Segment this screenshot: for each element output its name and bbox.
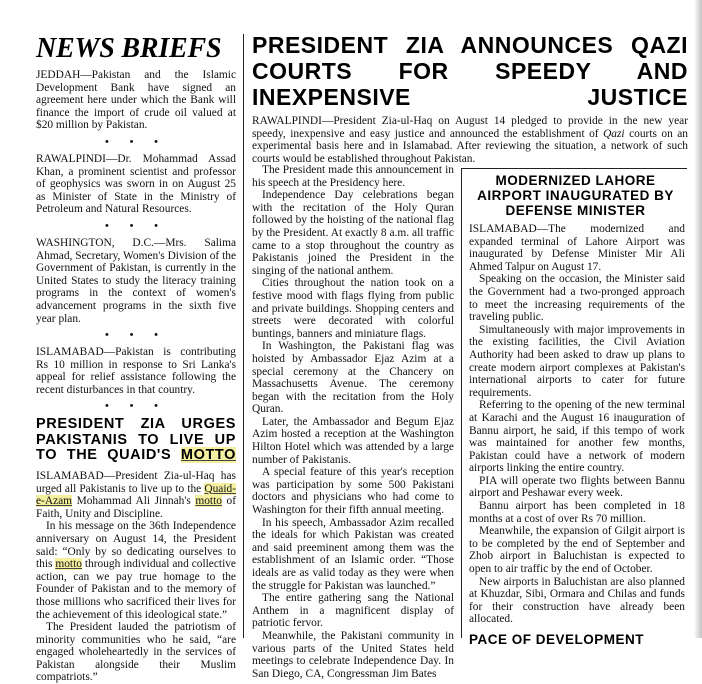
highlighted-quaid: Quaid-e-Azam (36, 482, 236, 508)
airport-paragraph: Simultaneously with major improvements in the existing facilities, the Civil Aviation Authority had been asked to draw up plans to create modern airport complexes at Pakistan's international airports to cater for future requirements. (469, 323, 685, 399)
main-paragraph: In his speech, Ambassador Azim recalled the ideals for which Pakistan was created and said preeminent among them was the establishment of an Islamic order. “Those ideals are as valid today as they were when the struggle for Pakistan was launched.” (252, 516, 454, 592)
main-article-headline: PRESIDENT ZIA ANNOUNCES QAZI COURTS FOR SPEEDY AND INEXPENSIVE JUSTICE (252, 32, 688, 110)
airport-article-headline: MODERNIZED LAHORE AIRPORT INAUGURATED BY DEFENSE MINISTER (477, 173, 674, 218)
text-span: RAWALPINDI—President Zia-ul-Haq on August 14 pledged to provide in the new year speedy, inexpensive and easy justice and announced the establishment of (252, 115, 688, 140)
main-paragraph: Later, the Ambassador and Begum Ejaz Azim hosted a reception at the Washington Hilton Hotel which was attended by a large number of Pakistanis. (252, 415, 454, 466)
highlighted-motto-word: motto (195, 495, 222, 508)
text-span: In his message on the 36th Independence anniversary on August 14, the President said: “Only by so dedicating ourselves to this (36, 520, 236, 571)
airport-paragraph: Meanwhile, the expansion of Gilgit airport is to be completed by the end of September and Zhob airport in Baluchistan is expected to open to air traffic by the end of October. (469, 525, 685, 576)
main-paragraph: The President made this announcement in his speech at the Presidency here. (252, 164, 454, 189)
main-paragraph: A special feature of this year's reception was participation by some 500 Pakistani doctors and physicians who had come to Washington for their fifth annual meeting. (252, 466, 454, 517)
next-article-headline: PACE OF DEVELOPMENT (469, 632, 645, 647)
page-edge-shadow (694, 0, 702, 638)
column-divider (243, 34, 244, 638)
brief-item: WASHINGTON, D.C.—Mrs. Salima Ahmad, Secretary, Women's Division of the Government of Pakistan, is currently in the United States to study the literacy training programs in the context of women's advancement programs in the sixth five year plan. (36, 236, 236, 325)
airport-paragraph: New airports in Baluchistan are also planned at Khuzdar, Sibi, Ormara and Chilas and funds for their construction have already been allocated. (469, 575, 685, 626)
motto-paragraph: The President lauded the patriotism of minority communities who he said, “are engaged wholeheartedly in the services of Pakistan alongside their Muslim compatriots.” (36, 621, 236, 684)
brief-separator: • • • (104, 135, 168, 148)
brief-item: JEDDAH—Pakistan and the Islamic Development Bank have signed an agreement here under which the Bank will finance the import of crude oil valued at $20 million by Pakistan. (36, 69, 236, 132)
highlighted-motto: MOTTO (180, 447, 236, 464)
motto-headline-text: PRESIDENT ZIA URGES PAKISTANIS TO LIVE UP TO THE QUAID'S (36, 416, 236, 464)
main-article-column (252, 164, 454, 680)
motto-paragraph (36, 520, 236, 621)
main-article-lead (252, 115, 688, 165)
news-briefs-title: NEWS BRIEFS (36, 33, 222, 64)
motto-article-headline (36, 417, 236, 464)
text-span: of Faith, Unity and Discipline. (36, 495, 236, 520)
brief-separator: • • • (104, 329, 168, 342)
brief-separator: • • • (104, 219, 168, 232)
airport-paragraph: ISLAMABAD—The modernized and expanded terminal of Lahore Airport was inaugurated by Defense Minister Mir Ali Ahmed Talpur on August 17. (469, 223, 685, 273)
brief-separator: • • • (104, 400, 168, 413)
motto-paragraph (36, 470, 236, 520)
airport-paragraph: Bannu airport has been completed in 18 months at a cost of over Rs 70 million. (469, 500, 685, 525)
main-paragraph: Cities throughout the nation took on a festive mood with flags flying from public and private buildings. Shopping centers and streets were decorated with colorful buntings, banners and miniature flags. (252, 277, 454, 340)
main-paragraph: In Washington, the Pakistani flag was hoisted by Ambassador Ejaz Azim at a special ceremony at the Chancery on Massachusetts Avenue. The ceremony began with the recitation from the Holy Quran. (252, 340, 454, 416)
news-briefs-column (36, 33, 236, 684)
text-span: ISLAMABAD—President Zia-ul-Haq has urged all Pakistanis to live up to the (36, 469, 236, 495)
airport-paragraph: Referring to the opening of the new terminal at Karachi and the August 16 inauguration of Bannu airport, he said, if this tempo of work was maintained for another few months, Pakistan could have a network of modern airports linking the entire country. (469, 399, 685, 475)
text-span: Mohammad Ali Jinnah's (72, 495, 196, 508)
qazi-italic: Qazi (603, 127, 625, 140)
brief-item: RAWALPINDI—Dr. Mohammad Assad Khan, a prominent scientist and professor of geophysics was sworn in on August 25 as Minister of State in the Ministry of Petroleum and Natural Resources. (36, 152, 236, 216)
main-paragraph: Meanwhile, the Pakistani community in various parts of the United States held meetings to celebrate Independence Day. In San Diego, CA, Congressman Jim Bates (252, 629, 454, 680)
brief-item: ISLAMABAD—Pakistan is contributing Rs 10 million in response to Sri Lanka's appeal for relief assistance following the recent disturbances in that country. (36, 346, 236, 396)
airport-article-box (461, 168, 687, 647)
airport-paragraph: PIA will operate two flights between Bannu airport and Peshawar every week. (469, 474, 685, 500)
main-paragraph: Independence Day celebrations began with the recitation of the Holy Quran followed by the hoisting of the national flag by the President. At exactly 8 a.m. all traffic came to a stop throughout the country as Pakistanis joined the President in the singing of the national anthem. (252, 189, 454, 277)
airport-paragraph: Speaking on the occasion, the Minister said the Government had a two-pronged approach to meet the increasing requirements of the traveling public. (469, 273, 685, 324)
text-span: through individual and collective action, can we pay true homage to the Founder of Pakistan and to the memory of those millions who sacrificed their lives for the achievement of this ideological state.” (36, 558, 236, 621)
highlighted-motto-word: motto (55, 558, 82, 571)
airport-article-body (462, 223, 687, 647)
main-paragraph: The entire gathering sang the National Anthem in a magnificent display of patriotic fervor. (252, 592, 454, 630)
text-span: courts on an experimental basis here and in Islamabad. After reviewing the situation, a network of such courts would be established throughout Pakistan. (252, 127, 688, 165)
